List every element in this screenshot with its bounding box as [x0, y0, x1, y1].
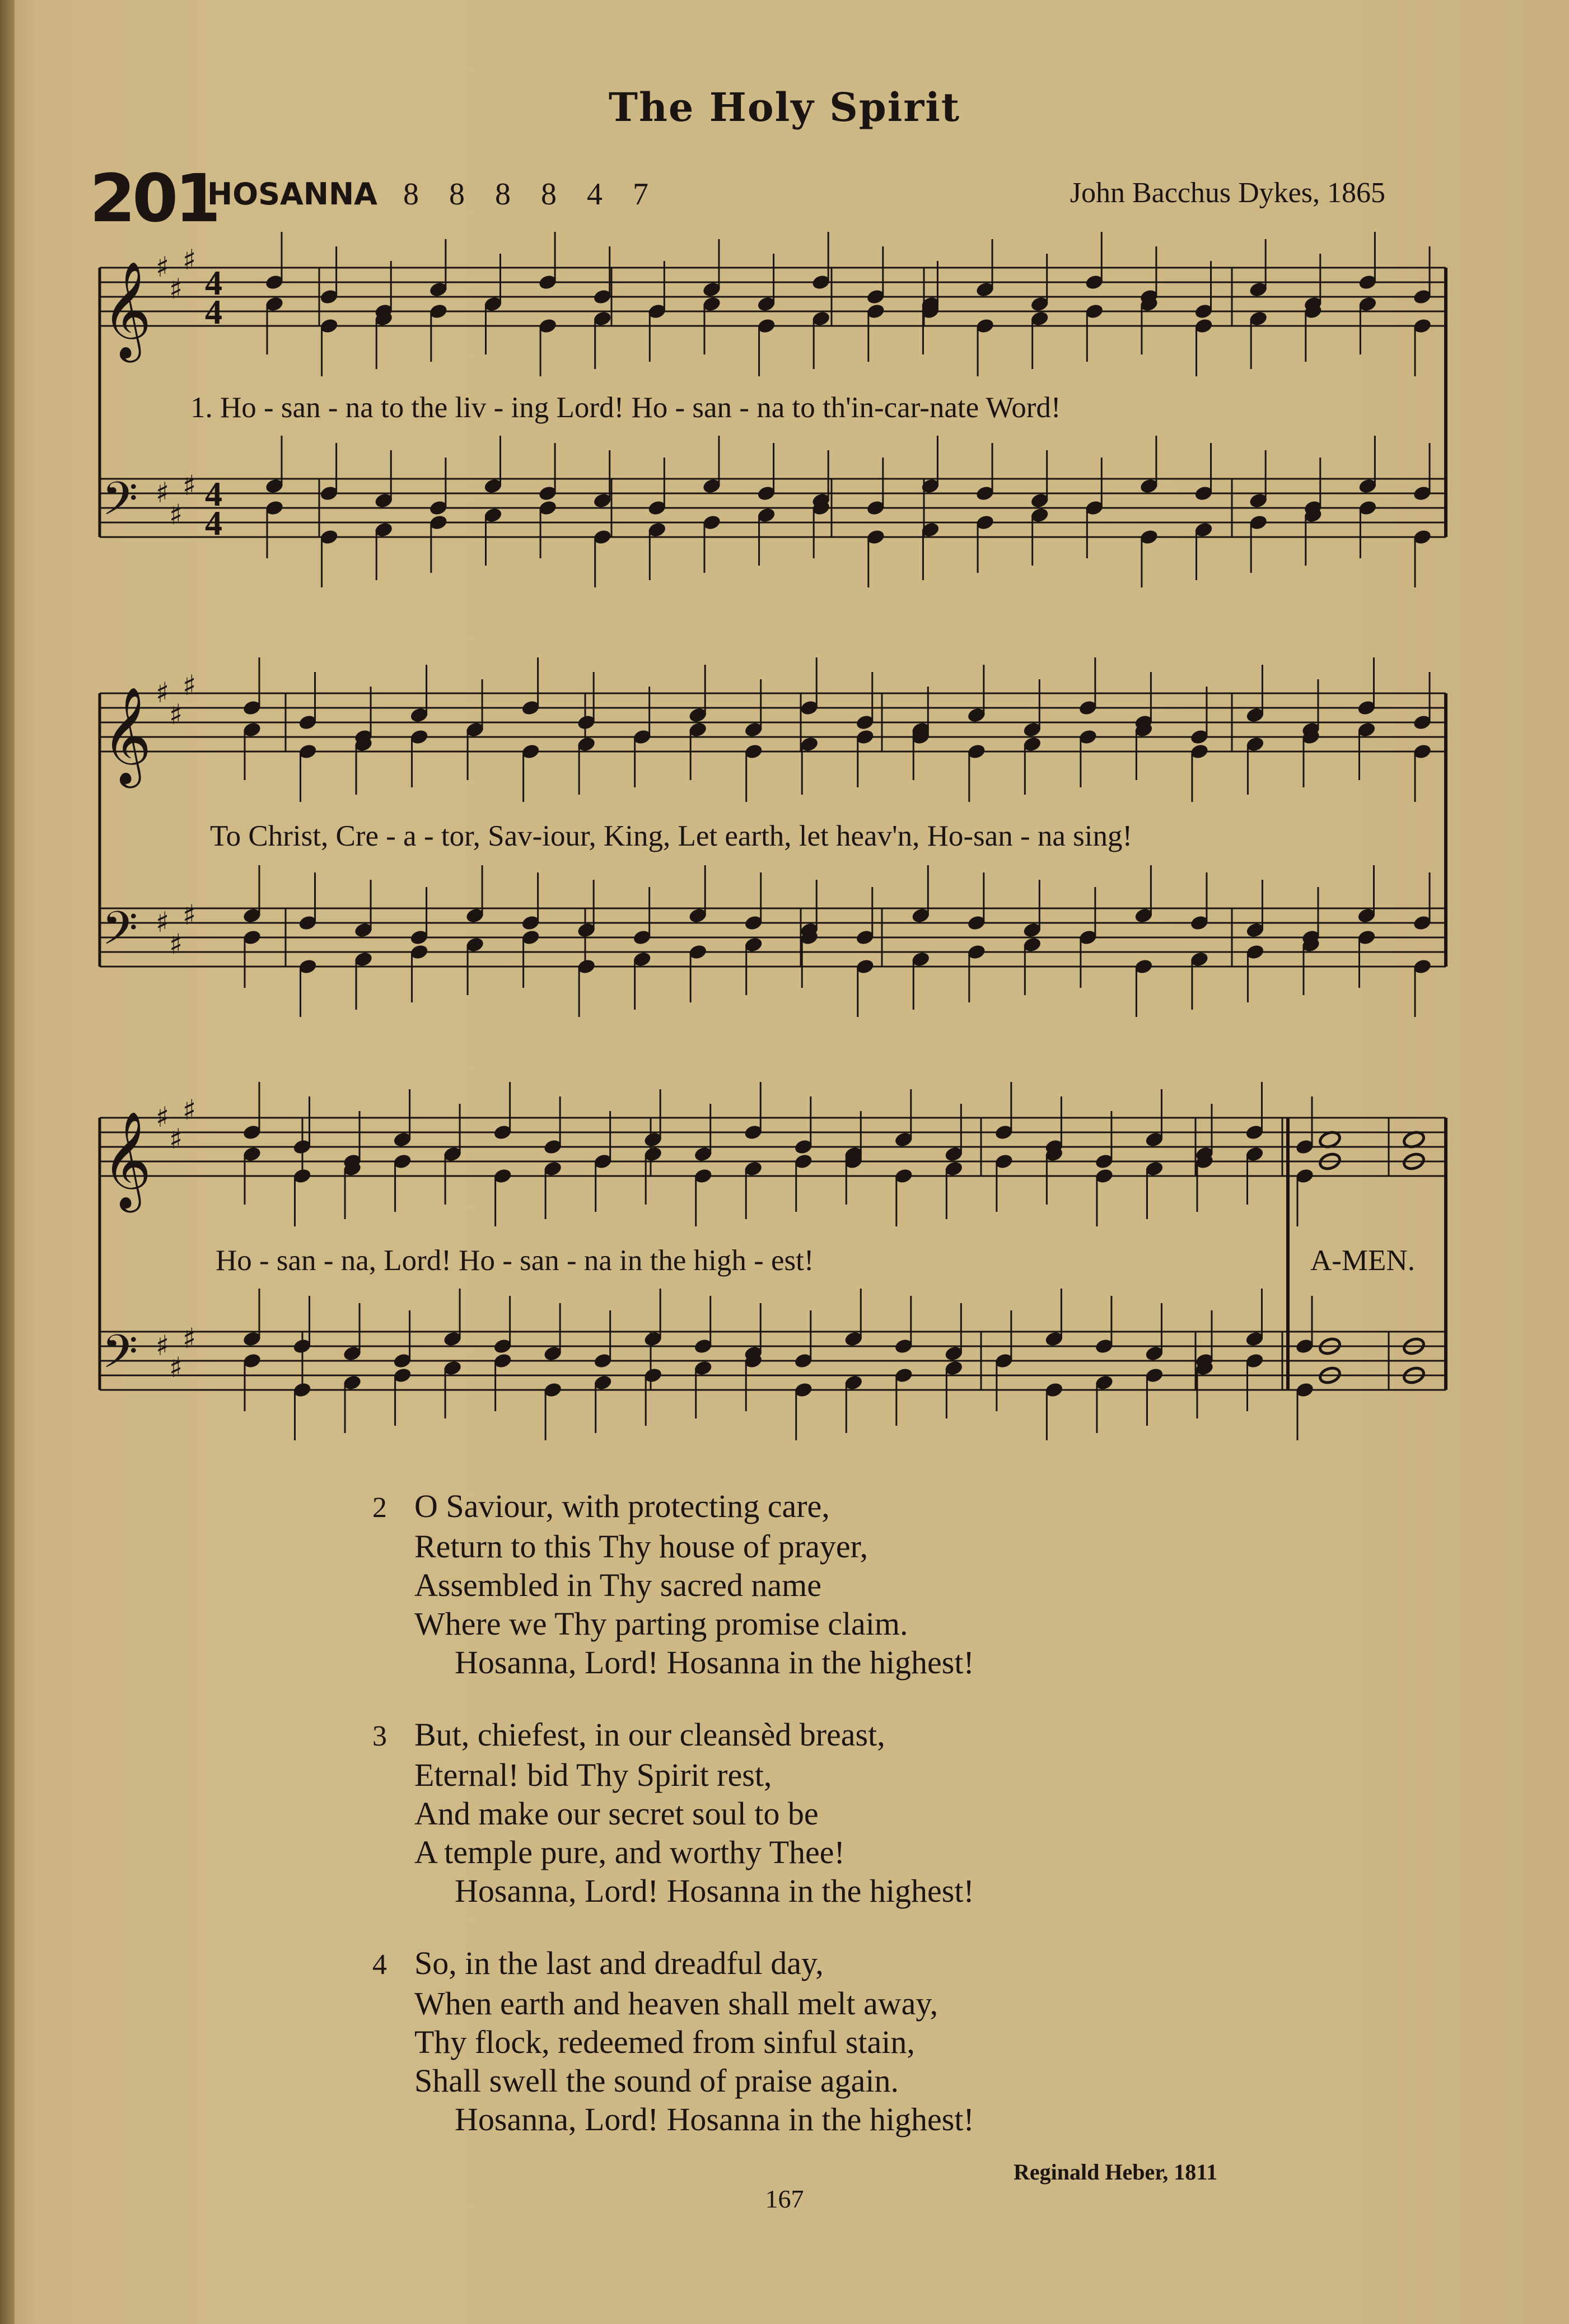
time-signature: 4: [205, 505, 222, 543]
page-number: 167: [765, 2185, 804, 2213]
treble-clef: 𝄞: [102, 1111, 152, 1208]
verse-line: Shall swell the sound of praise again.: [414, 2062, 899, 2099]
verse-line: And make our secret soul to be: [414, 1795, 819, 1832]
sharp-sign: ♯: [156, 906, 170, 939]
verse-number: 3: [372, 1720, 387, 1752]
sharp-sign: ♯: [156, 1329, 170, 1362]
verse-number: 2: [372, 1492, 387, 1524]
verse-refrain: Hosanna, Lord! Hosanna in the highest!: [455, 2101, 974, 2138]
tune-line: [207, 176, 660, 212]
section-title: The Holy Spirit: [608, 84, 961, 130]
sharp-sign: ♯: [169, 1123, 183, 1155]
amen-label: A-MEN.: [1310, 1244, 1415, 1277]
system-3-lyrics: Ho - san - na, Lord! Ho - san - na in the high - est!: [216, 1244, 814, 1277]
sharp-sign: ♯: [156, 676, 170, 709]
sharp-sign: ♯: [169, 273, 183, 305]
music-score: [0, 224, 1569, 1445]
sharp-sign: ♯: [183, 899, 197, 931]
verse-line: Assembled in Thy sacred name: [414, 1567, 821, 1603]
sharp-sign: ♯: [156, 1101, 170, 1133]
verse-line: When earth and heaven shall melt away,: [414, 1985, 938, 2022]
meter: 8 8 8 8 4 7: [403, 177, 660, 212]
sharp-sign: ♯: [183, 244, 197, 276]
verse-refrain: Hosanna, Lord! Hosanna in the highest!: [455, 1644, 974, 1681]
treble-clef: 𝄞: [102, 687, 152, 784]
sharp-sign: ♯: [156, 477, 170, 509]
verse-line: Eternal! bid Thy Spirit rest,: [414, 1757, 772, 1793]
bass-clef: 𝄢: [102, 472, 138, 537]
sharp-sign: ♯: [169, 1351, 183, 1384]
verse-4: [372, 1944, 1324, 2139]
sharp-sign: ♯: [183, 1094, 197, 1126]
verse-line: Return to this Thy house of prayer,: [414, 1528, 868, 1565]
words-author: Reginald Heber, 1811: [1014, 2159, 1218, 2185]
verse-number: 4: [372, 1949, 387, 1981]
sharp-sign: ♯: [169, 698, 183, 731]
time-signature: 4: [205, 293, 222, 332]
system-1-lyrics: 1. Ho - san - na to the liv - ing Lord! Ho - san - na to th'in-car-nate Word!: [190, 391, 1061, 424]
verses: [372, 1487, 1324, 2172]
composer: John Bacchus Dykes, 1865: [1070, 177, 1385, 209]
time-signature: 4: [205, 475, 222, 514]
sharp-sign: ♯: [183, 469, 197, 502]
verse-line: 2 O Saviour, with protecting care,: [372, 1487, 1324, 1527]
verse-line: A temple pure, and worthy Thee!: [414, 1834, 845, 1870]
bass-clef: 𝄢: [102, 1324, 138, 1390]
sharp-sign: ♯: [183, 669, 197, 702]
time-signature: 4: [205, 264, 222, 302]
verse-3: [372, 1715, 1324, 1910]
tune-name: HOSANNA: [207, 176, 377, 212]
verse-line: Thy flock, redeemed from sinful stain,: [414, 2024, 915, 2060]
sharp-sign: ♯: [156, 251, 170, 283]
bass-clef: 𝄢: [102, 901, 138, 967]
sharp-sign: ♯: [169, 498, 183, 531]
page-header: [0, 84, 1569, 130]
treble-clef: 𝄞: [102, 261, 152, 358]
verse-2: [372, 1487, 1324, 1682]
sharp-sign: ♯: [183, 1322, 197, 1355]
verse-refrain: Hosanna, Lord! Hosanna in the highest!: [455, 1873, 974, 1909]
verse-line: 4 So, in the last and dreadful day,: [372, 1944, 1324, 1984]
system-2-lyrics: To Christ, Cre - a - tor, Sav-iour, King, Let earth, let heav'n, Ho-san - na sing!: [210, 820, 1133, 852]
verse-line: Where we Thy parting promise claim.: [414, 1606, 908, 1642]
verse-line: 3 But, chiefest, in our cleansèd breast,: [372, 1715, 1324, 1756]
hymn-number: 201: [90, 160, 218, 237]
sharp-sign: ♯: [169, 928, 183, 960]
